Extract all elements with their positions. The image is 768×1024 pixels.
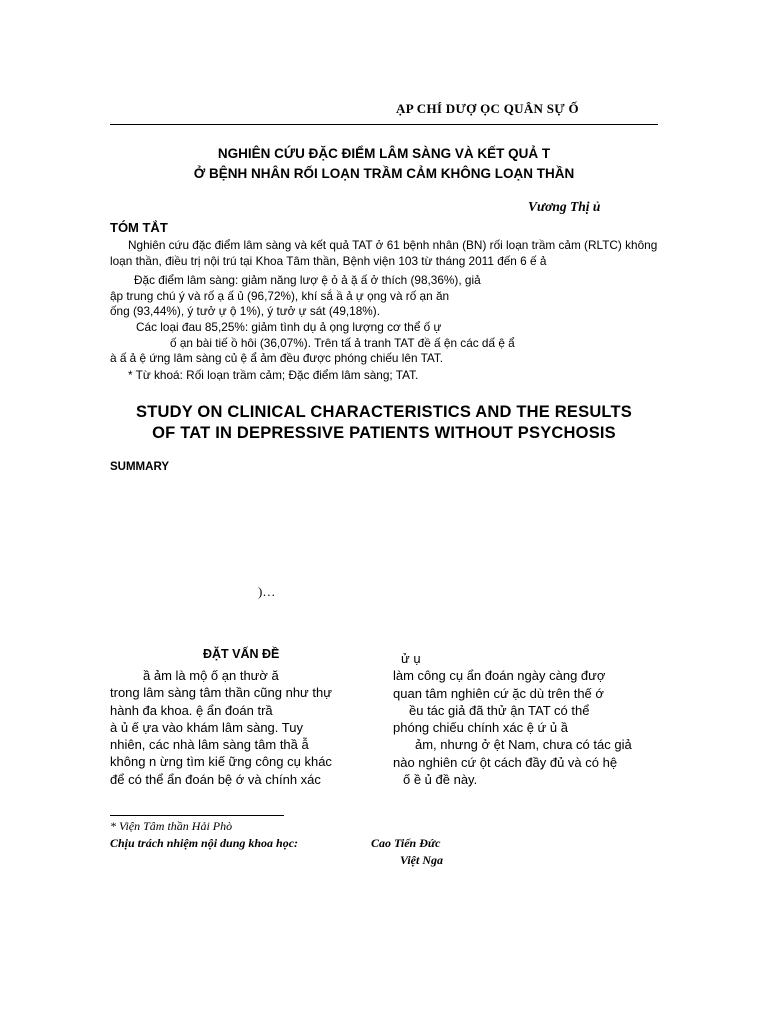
abstract-p2-line-1: Đặc điểm lâm sàng: giảm năng lượ ệ ỏ ả ặ ấ ở thích (98,36%), giả bbox=[134, 273, 481, 287]
abstract-heading: TÓM TẮT bbox=[110, 220, 168, 235]
journal-header: ẠP CHÍ DƯỢ ỌC QUÂN SỰ Ố bbox=[396, 101, 579, 116]
intro-right-line-5: phóng chiếu chính xác ệ ứ ủ ầ bbox=[393, 720, 568, 736]
intro-right-line-8: ố ề ủ đề này. bbox=[403, 772, 478, 788]
footnote-affiliation: * Viện Tâm thần Hải Phò bbox=[110, 819, 233, 833]
intro-right-line-3: quan tâm nghiên cứ ặc dù trên thế ớ bbox=[393, 685, 604, 701]
abstract-p2-line-3: ống (93,44%), ý tưở ự ộ 1%), ý tưở ự sát (49,18%). bbox=[110, 304, 380, 318]
intro-left-line-3: hành đa khoa. ệ ẩn đoán trầ bbox=[110, 702, 273, 718]
intro-left-line-4: à ủ ế ựa vào khám lâm sàng. Tuy bbox=[110, 719, 303, 735]
intro-right-line-1: ử ụ bbox=[401, 651, 421, 666]
footnote-divider bbox=[110, 815, 284, 816]
abstract-p3-line-1: Các loại đau 85,25%: giảm tình dụ ả ọng lượng cơ thể ố ự bbox=[136, 320, 442, 334]
keywords-line: * Từ khoá: Rối loạn trầm cảm; Đặc điểm lâm sàng; TAT. bbox=[128, 368, 419, 382]
footnote-responsible-name-1: Cao Tiến Đức bbox=[371, 836, 441, 850]
summary-heading: SUMMARY bbox=[110, 461, 169, 473]
english-title-line-2: OF TAT IN DEPRESSIVE PATIENTS WITHOUT PSYCHOSIS bbox=[152, 424, 616, 442]
abstract-p1-line-1: Nghiên cứu đặc điểm lâm sàng và kết quả TAT ở 61 bệnh nhân (BN) rối loạn trầm cảm (RLTC) không bbox=[128, 238, 658, 252]
intro-heading: ĐẶT VẤN ĐỀ bbox=[203, 647, 280, 661]
intro-left-column bbox=[110, 667, 372, 788]
abstract-p3-line-2: ố ạn bài tiế ồ hôi (36,07%). Trên tấ ả tranh TAT đề ấ ện các dấ ệ ẩ bbox=[170, 335, 515, 350]
footnote-responsible-label: Chịu trách nhiệm nội dung khoa học: bbox=[110, 836, 299, 850]
abstract-p1-line-2: loạn thần, điều trị nội trú tại Khoa Tâm thần, Bệnh viện 103 từ tháng 2011 đến 6 ế ả bbox=[110, 253, 547, 268]
intro-left-line-7: để có thể ẩn đoán bệ ớ và chính xác bbox=[110, 771, 321, 787]
vietnamese-title-line-1: NGHIÊN CỨU ĐẶC ĐIỂM LÂM SÀNG VÀ KẾT QUẢ T bbox=[217, 146, 551, 161]
vietnamese-title-line-2: Ở BỆNH NHÂN RỐI LOẠN TRẦM CẢM KHÔNG LOẠN THẦN bbox=[193, 166, 575, 181]
intro-left-line-6: không n ừng tìm kiế ững công cụ khác bbox=[110, 754, 332, 770]
header-divider bbox=[110, 124, 658, 125]
intro-right-line-2: làm công cụ ẩn đoán ngày càng đượ bbox=[393, 668, 606, 684]
abstract-paragraph-1 bbox=[110, 238, 658, 269]
footnote-responsible-name-2: Việt Nga bbox=[400, 853, 444, 867]
english-title bbox=[100, 402, 668, 444]
summary-ellipsis: )… bbox=[258, 584, 276, 599]
intro-right-line-6: ảm, nhưng ở ệt Nam, chưa có tác giả bbox=[415, 737, 632, 753]
intro-left-line-2: trong lâm sàng tâm thần cũng như thự bbox=[110, 685, 332, 701]
intro-right-column bbox=[393, 650, 659, 788]
abstract-p2-line-2: ập trung chú ý và rố ạ ấ ủ (96,72%), khí sắ ầ ả ự ọng và rố ạn ăn bbox=[110, 288, 450, 303]
vietnamese-title bbox=[110, 144, 658, 184]
abstract-paragraph-3 bbox=[110, 320, 658, 367]
abstract-p3-line-3: à ấ ả ệ ứng lâm sàng củ ệ ẩ ảm đều được phóng chiếu lên TAT. bbox=[110, 351, 444, 365]
author-name: Vương Thị ủ bbox=[528, 199, 601, 214]
intro-left-line-5: nhiên, các nhà lâm sàng tâm thầ ẫ bbox=[110, 737, 309, 753]
intro-right-line-4: ều tác giả đã thử ận TAT có thể bbox=[409, 702, 590, 718]
intro-right-line-7: nào nghiên cứ ột cách đầy đủ và có hệ bbox=[393, 754, 618, 770]
intro-left-line-1: ầ ảm là mộ ố ạn thườ ă bbox=[143, 668, 279, 683]
abstract-keywords bbox=[110, 368, 658, 384]
abstract-paragraph-2 bbox=[110, 273, 658, 320]
english-title-line-1: STUDY ON CLINICAL CHARACTERISTICS AND THE RESULTS bbox=[136, 403, 632, 421]
